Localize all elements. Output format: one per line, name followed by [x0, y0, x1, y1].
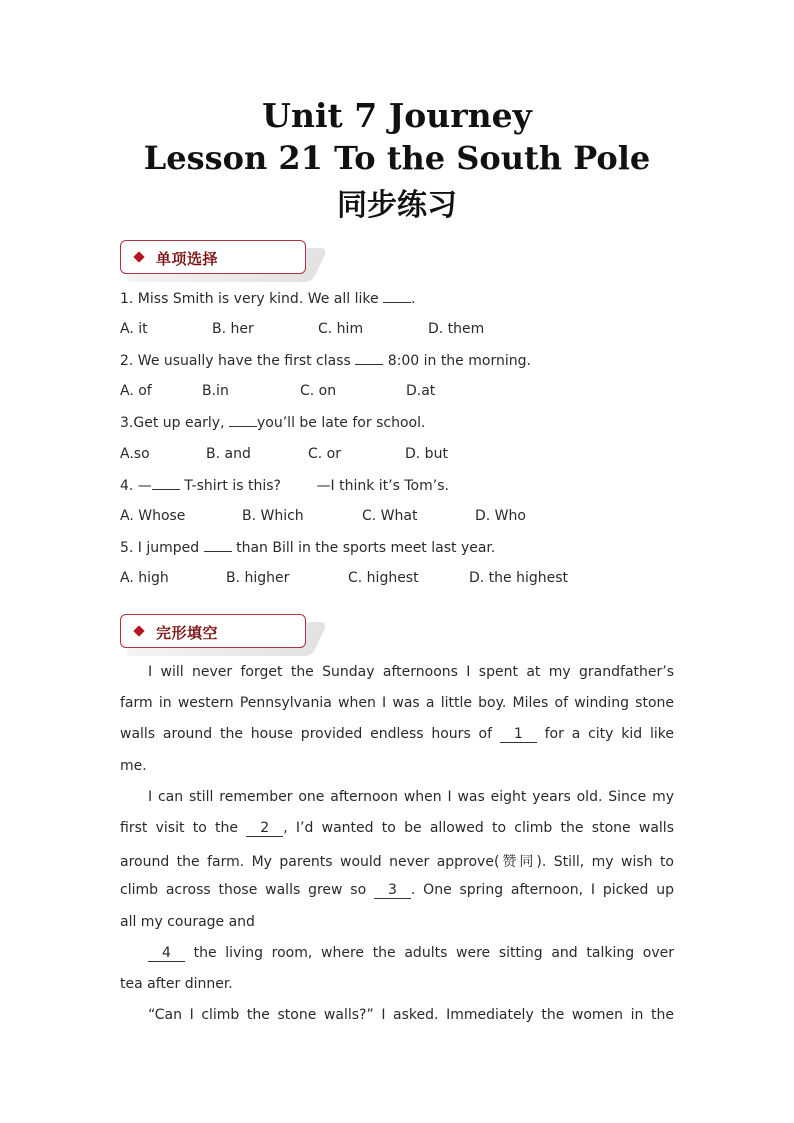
answer-blank: [229, 414, 257, 427]
passage-line: all my courage and: [120, 914, 255, 930]
cloze-blank-2: 2: [246, 820, 283, 837]
passage-line: walls around the house provided endless hours of 1 for a city kid like: [120, 726, 674, 742]
option-d: D. them: [428, 321, 485, 337]
section-header-box: [120, 614, 306, 648]
option-b: B. Which: [242, 508, 304, 524]
option-a: A. Whose: [120, 508, 186, 524]
section-label: 单项选择: [156, 250, 219, 268]
section-header-single-choice: [120, 240, 318, 284]
passage-line: farm in western Pennsylvania when I was a little boy. Miles of winding stone: [120, 695, 674, 711]
option-a: A.so: [120, 446, 150, 462]
question-1: 1. Miss Smith is very kind. We all like .: [120, 291, 416, 307]
passage-line: around the farm. My parents would never approve(赞同). Still, my wish to: [120, 854, 674, 870]
passage-line: me.: [120, 758, 147, 774]
passage-line: climb across those walls grew so 3 . One spring afternoon, I picked up: [120, 882, 675, 898]
passage-line: 4 the living room, where the adults were sitting and talking over: [148, 945, 674, 962]
section-header-cloze: [120, 614, 318, 658]
passage-line: I will never forget the Sunday afternoons I spent at my grandfather’s: [148, 664, 674, 680]
passage-line: tea after dinner.: [120, 976, 233, 992]
option-a: A. it: [120, 321, 148, 337]
option-d: D.at: [406, 383, 436, 399]
cloze-blank-4: 4: [148, 945, 185, 962]
option-c: C. him: [318, 321, 364, 337]
lesson-title: Lesson 21 To the South Pole: [143, 139, 651, 177]
option-b: B. her: [212, 321, 254, 337]
option-a: A. of: [120, 383, 152, 399]
cloze-blank-3: 3: [374, 882, 411, 899]
unit-title: Unit 7 Journey: [262, 96, 532, 135]
question-4: 4. — T-shirt is this? —I think it’s Tom’s.: [120, 478, 449, 494]
question-2: 2. We usually have the first class 8:00 in the morning.: [120, 353, 531, 369]
passage-line: first visit to the 2 , I’d wanted to be allowed to climb the stone walls: [120, 820, 674, 836]
cloze-blank-1: 1: [500, 726, 537, 743]
option-a: A. high: [120, 570, 169, 586]
answer-blank: [355, 352, 383, 365]
option-b: B.in: [202, 383, 229, 399]
section-header-box: [120, 240, 306, 274]
section-label: 完形填空: [156, 624, 219, 642]
option-c: C. on: [300, 383, 337, 399]
passage-line: I can still remember one afternoon when I was eight years old. Since my: [148, 789, 674, 805]
practice-title: 同步练习: [337, 188, 457, 223]
option-c: C. or: [308, 446, 341, 462]
diamond-icon: [133, 625, 144, 636]
diamond-icon: [133, 251, 144, 262]
option-b: B. higher: [226, 570, 290, 586]
option-c: C. What: [362, 508, 418, 524]
option-c: C. highest: [348, 570, 419, 586]
option-d: D. but: [405, 446, 448, 462]
answer-blank: [204, 539, 232, 552]
option-b: B. and: [206, 446, 251, 462]
question-5: 5. I jumped than Bill in the sports meet last year.: [120, 540, 496, 556]
answer-blank: [383, 290, 411, 303]
passage-line: “Can I climb the stone walls?” I asked. Immediately the women in the: [148, 1007, 674, 1023]
option-d: D. the highest: [469, 570, 569, 586]
option-d: D. Who: [475, 508, 526, 524]
question-3: 3.Get up early, you’ll be late for school.: [120, 415, 426, 431]
answer-blank: [152, 477, 180, 490]
